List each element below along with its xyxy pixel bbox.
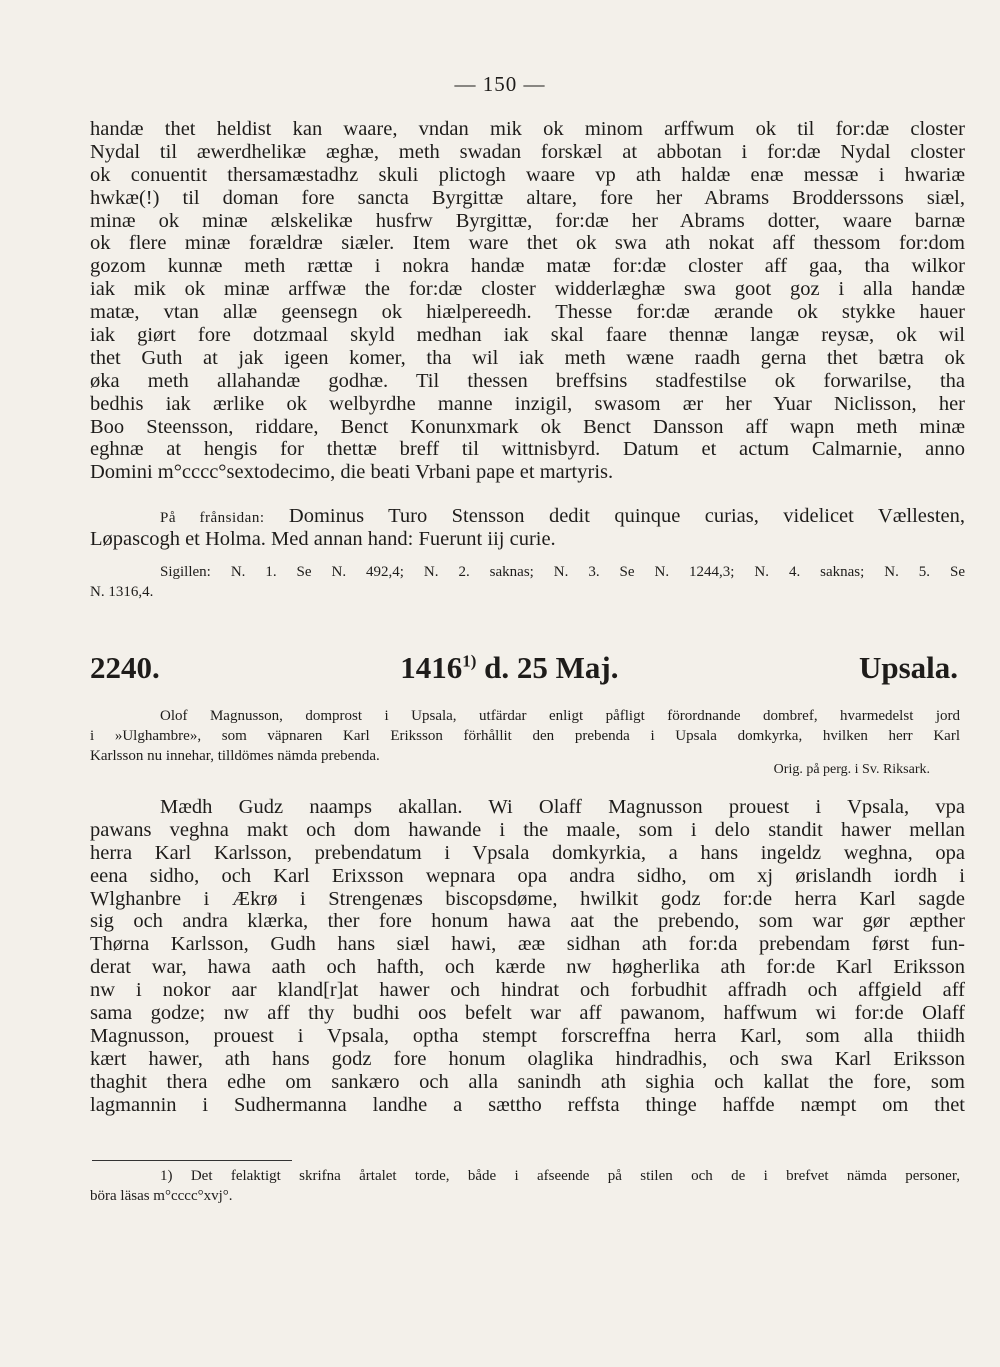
entry-summary [90, 706, 960, 766]
text-line: herra Karl Karlsson, prebendatum i Vpsala domkyrkia, a hans ingeldz weghna, opa [90, 841, 965, 864]
text-line: ok conuentit thersamæstadhz skuli plictogh waare vp ath haldæ enæ messæ i hwariæ [90, 163, 965, 186]
page-number: — 150 — [454, 72, 546, 96]
summary-line: Olof Magnusson, domprost i Upsala, utfärdar enligt påfligt förordnande dombref, hvarmedelst jord [160, 708, 960, 724]
text-line: derat war, hawa aath och hafth, och kærde nw høgherlika ath for:de Karl Eriksson [90, 956, 965, 979]
text-line: bedhis iak ærlike ok welbyrdhe manne inzigil, swasom ær her Yuar Niclisson, her [90, 392, 965, 415]
entry-number: 2240. [90, 650, 160, 685]
text-line: sig och andra klærka, ther fore honum hawa aat the prebendo, som war gør æpther [90, 910, 965, 933]
text-line: lagmannin i Sudhermanna landhe a sættho reffsta thinge haffde næmpt om thet [90, 1093, 965, 1116]
text-line: iak mik ok minæ arffwæ the for:dæ closter widderlæghæ swa goot goz i alla handæ [90, 278, 965, 301]
text-line: eghnæ at hengis for thettæ breff til wittnisbyrd. Datum et actum Calmarnie, anno [90, 438, 965, 461]
fransidan-line: Løpascogh et Holma. Med annan hand: Fuerunt iij curie. [90, 527, 556, 550]
text-line: iak giørt fore dotzmaal skyld medhan iak skal faare thennæ langæ reysæ, ok wil [90, 324, 965, 347]
summary-line: Karlsson nu innehar, tilldömes nämda prebenda. [90, 748, 380, 764]
entry-date: 1416$^{1)}$ d. 25 Maj. [400, 650, 619, 685]
sigillen-line: N. 1316,4. [90, 584, 154, 600]
text-line: ok flere minæ forældræ siæler. Item ware thet ok swa ath nokat aff thessom for:dom [90, 232, 965, 255]
text-line: sama godze; nw aff thy budhi oos befelt war aff pawanom, haffwum wi for:de Olaff [90, 1002, 965, 1025]
entry-place: Upsala. [858, 650, 958, 685]
sigillen-label: Sigillen: [160, 564, 211, 580]
footnote-rule [92, 1160, 292, 1161]
footnote-line: 1) Det felaktigt skrifna årtalet torde, både i afseende på stilen och de i brefvet nämda personer, [160, 1168, 960, 1184]
text-line: Magnusson, prouest i Vpsala, optha stempt forscreffna herra Karl, som alla thiidh [90, 1024, 965, 1047]
letter-text [90, 796, 965, 1116]
text-line: pawans veghna makt och dom hawande i the maale, som i delo standit hawer mellan [90, 818, 965, 841]
text-line: øka meth allahandæ godhæ. Til thessen breffsins stadfestilse ok forwarilse, tha [90, 369, 965, 392]
entry-heading [90, 650, 958, 690]
footnote [90, 1166, 960, 1206]
text-line: Mædh Gudz naamps akallan. Wi Olaff Magnusson prouest i Vpsala, vpa [160, 796, 965, 818]
text-line: minæ ok minæ ælskelikæ husfrw Byrgittæ, for:dæ her Abrams dotter, waare barnæ [90, 209, 965, 232]
text-line: handæ thet heldist kan waare, vndan mik ok minom arffwum ok til for:dæ closter [90, 118, 965, 140]
text-line: thaghit thera edhe om sankæro och alla sanindh ath sighia och kallat the fore, som [90, 1070, 965, 1093]
continued-letter-text [90, 118, 965, 484]
source-note: Orig. på perg. i Sv. Riksark. [773, 762, 930, 777]
footnote-marker: 1) [462, 651, 477, 671]
text-line: eena sidho, och Karl Erixsson wepnara opa andra sidho, om xj ørislandh iordh i [90, 864, 965, 887]
text-line: gozom kunnæ meth rættæ i nokra handæ matæ for:dæ closter aff gaa, tha wilkor [90, 255, 965, 278]
summary-line: i »Ulghambre», som väpnaren Karl Eriksson förhållit den prebenda i Upsala domkyrka, hvilken herr Karl [90, 728, 960, 744]
text-line: Domini m°cccc°sextodecimo, die beati Vrbani pape et martyris. [90, 461, 614, 484]
footnote-line: böra läsas m°cccc°xvj°. [90, 1188, 233, 1204]
text-line: nw i nokor aar kland[r]at hawer och hindrat och forbudhit affradh och affgield aff [90, 979, 965, 1002]
seals-note [90, 562, 965, 602]
text-line: Boo Steensson, riddare, Benct Konunxmark ok Benct Dansson aff wapn meth minæ [90, 415, 965, 438]
fransidan-note [90, 505, 965, 551]
text-line: thet Guth at jak igeen komer, tha wil iak meth wæne raadh gerna thet bætra ok [90, 346, 965, 369]
fransidan-label: På frånsidan: [160, 510, 265, 526]
text-line: Nydal til æwerdhelikæ æghæ, meth swadan forskæl at abbotan i for:dæ Nydal closter [90, 140, 965, 163]
text-line: Thørna Karlsson, Gudh hans siæl hawi, ææ sidhan ath for:da prebendam først fun- [90, 933, 965, 956]
sigillen-line: N. 1. Se N. 492,4; N. 2. saknas; N. 3. Se N. 1244,3; N. 4. saknas; N. 5. Se [230, 564, 966, 580]
text-line: hwkæ(!) til doman fore sancta Byrgittæ altare, fore her Abrams Brodderssons siæl, [90, 186, 965, 209]
text-line: kært hawer, ath hans godz fore honum olaglika hindradhis, och swa Karl Eriksson [90, 1047, 965, 1070]
text-line: matæ, vtan allæ geensegn ok hiælpereedh. Thesse for:dæ ærande ok stykke hauer [90, 301, 965, 324]
text-line: Wlghanbre i Ækrø i Strengenæs biscopsdøme, hwilkit godz for:de herra Karl sagde [90, 887, 965, 910]
fransidan-line: Dominus Turo Stensson dedit quinque curias, videlicet Vællesten, [288, 505, 966, 527]
